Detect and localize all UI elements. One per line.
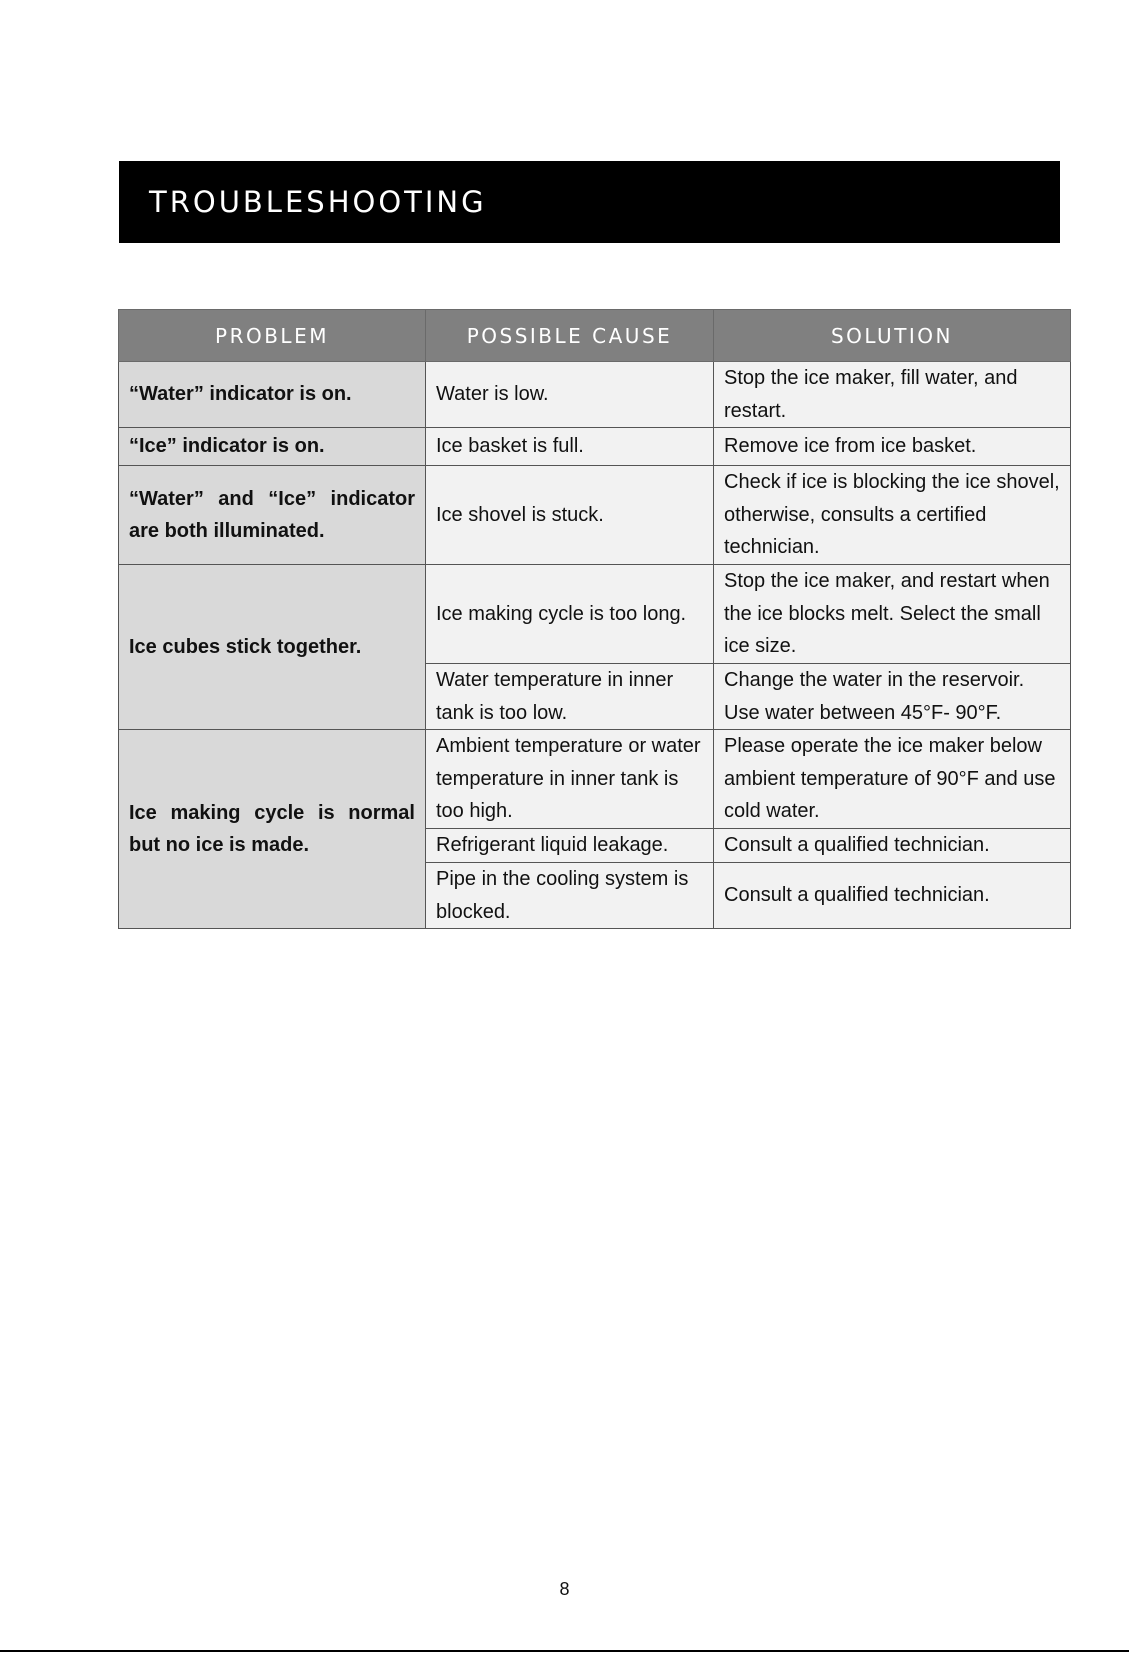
section-title: TROUBLESHOOTING (149, 185, 487, 219)
cause-cell: Water temperature in inner tank is too low. (426, 664, 714, 730)
header-possible-cause: POSSIBLE CAUSE (426, 310, 714, 362)
table-row (119, 730, 1071, 829)
cause-cell: Pipe in the cooling system is blocked. (426, 863, 714, 929)
troubleshooting-table (118, 309, 1071, 929)
header-solution: SOLUTION (714, 310, 1071, 362)
solution-cell: Consult a qualified technician. (714, 863, 1071, 929)
cause-cell: Refrigerant liquid leakage. (426, 829, 714, 863)
table-row (119, 362, 1071, 428)
problem-cell: “Water” indicator is on. (119, 362, 426, 428)
solution-cell: Stop the ice maker, fill water, and restart. (714, 362, 1071, 428)
section-title-banner (119, 161, 1060, 243)
problem-cell: “Ice” indicator is on. (119, 428, 426, 466)
solution-cell: Remove ice from ice basket. (714, 428, 1071, 466)
problem-cell: Ice cubes stick together. (119, 565, 426, 730)
cause-cell: Ice basket is full. (426, 428, 714, 466)
solution-cell: Check if ice is blocking the ice shovel, otherwise, consults a certified technician. (714, 466, 1071, 565)
solution-cell: Please operate the ice maker below ambient temperature of 90°F and use cold water. (714, 730, 1071, 829)
header-problem: PROBLEM (119, 310, 426, 362)
cause-cell: Ice making cycle is too long. (426, 565, 714, 664)
page-number: 8 (559, 1579, 570, 1599)
solution-cell: Change the water in the reservoir. Use water between 45°F- 90°F. (714, 664, 1071, 730)
solution-cell: Stop the ice maker, and restart when the ice blocks melt. Select the small ice size. (714, 565, 1071, 664)
problem-cell: “Water” and “Ice” indicator are both illuminated. (119, 466, 426, 565)
cause-cell: Water is low. (426, 362, 714, 428)
solution-cell: Consult a qualified technician. (714, 829, 1071, 863)
table-row (119, 466, 1071, 565)
cause-cell: Ambient temperature or water temperature in inner tank is too high. (426, 730, 714, 829)
problem-cell: Ice making cycle is normal but no ice is made. (119, 730, 426, 929)
bottom-divider (0, 1650, 1129, 1652)
cause-cell: Ice shovel is stuck. (426, 466, 714, 565)
table-row (119, 428, 1071, 466)
table-row (119, 565, 1071, 664)
table-header-row (119, 310, 1071, 362)
